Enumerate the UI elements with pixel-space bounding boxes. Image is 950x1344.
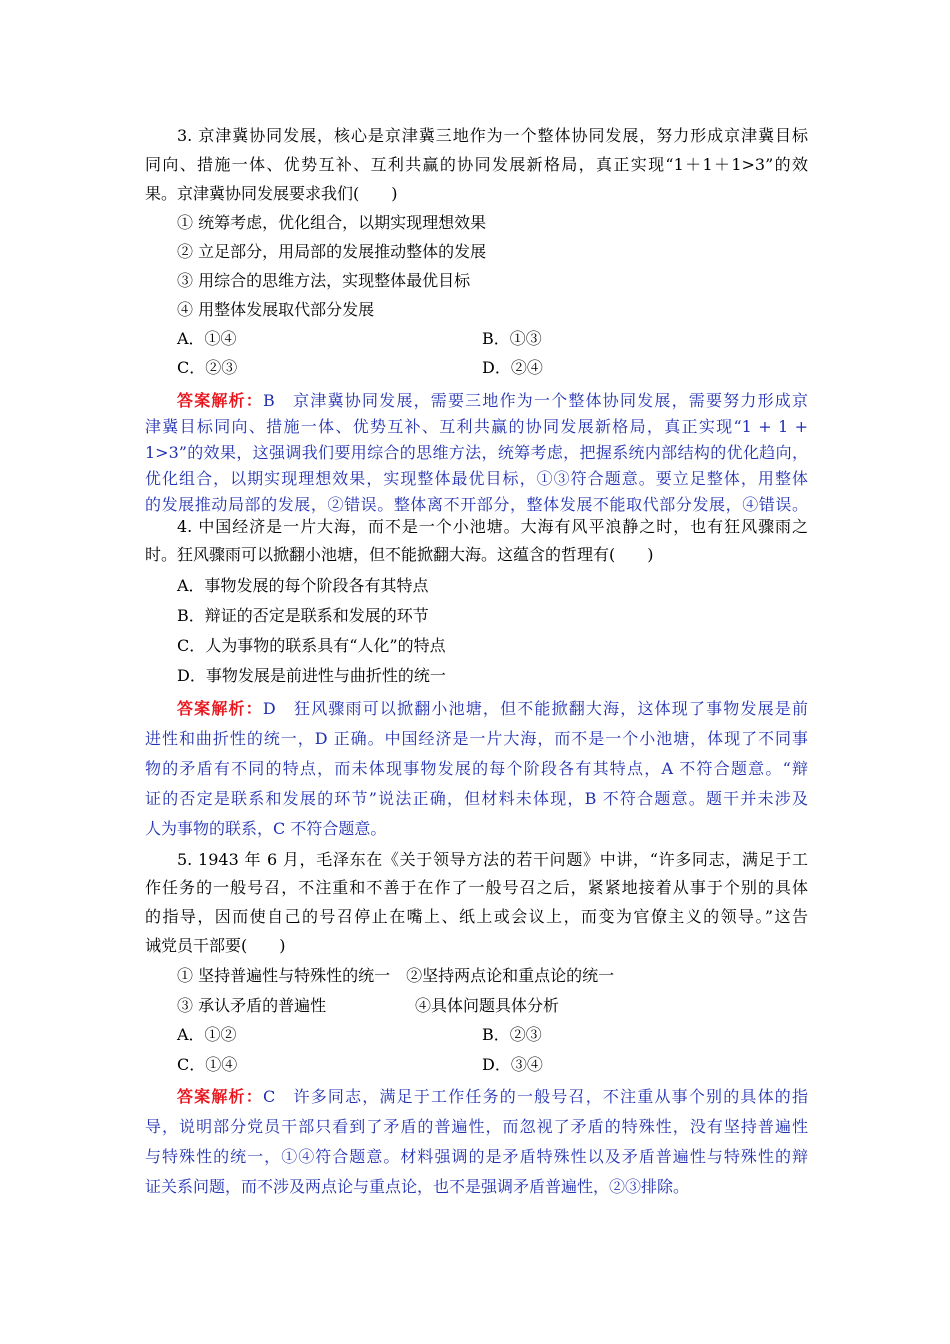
q5-stem-line-4: 诫党员干部要( ) [145,936,286,955]
q3-item-1: ① 统筹考虑，优化组合，以期实现理想效果 [177,213,487,232]
q5-option-b: B．②③ [482,1025,542,1044]
q4-answer-label: 答案解析： [177,699,263,718]
q4-answer-line-1 [145,697,808,721]
q3-option-d: D．②④ [482,358,543,377]
q4-stem-line-1: 4. 中国经济是一片大海，而不是一个小池塘。大海有风平浪静之时，也有狂风骤雨之 [177,517,808,536]
q3-answer-line-5: 的发展推动局部的发展，②错误。整体离不开部分，整体发展不能取代部分发展，④错误。 [145,495,808,514]
q3-stem-line-2: 同向、措施一体、优势互补、互利共赢的协同发展新格局，真正实现“1＋1＋1>3”的效 [145,155,808,174]
q5-answer-label: 答案解析： [177,1087,263,1106]
q3-answer-line-4: 优化组合，以期实现理想效果，实现整体最优目标，①③符合题意。要立足整体，用整体 [145,469,808,488]
q3-option-a: A．①④ [177,329,237,348]
q3-stem-line-1: 3. 京津冀协同发展，核心是京津冀三地作为一个整体协同发展，努力形成京津冀目标 [177,126,808,145]
q5-answer-text: C 许多同志，满足于工作任务的一般号召，不注重从事个别的具体的指 [262,1087,808,1106]
q4-answer-text: D 狂风骤雨可以掀翻小池塘，但不能掀翻大海，这体现了事物发展是前 [262,699,808,718]
q4-option-d: D．事物发展是前进性与曲折性的统一 [177,666,446,685]
q4-option-a: A．事物发展的每个阶段各有其特点 [177,576,429,595]
q3-item-4: ④ 用整体发展取代部分发展 [177,300,375,319]
q5-item-row-2 [145,994,808,1018]
q4-answer-line-5: 人为事物的联系，C 不符合题意。 [145,819,387,838]
q5-answer-line-3: 与特殊性的统一，①④符合题意。材料强调的是矛盾特殊性以及矛盾普遍性与特殊性的辩 [145,1147,808,1166]
q3-options-row-2 [145,356,808,380]
q3-answer-line-2: 津冀目标同向、措施一体、优势互补、互利共赢的协同发展新格局，真正实现“1 + 1 + [145,417,808,436]
q3-stem-line-3: 果。京津冀协同发展要求我们( ) [145,184,398,203]
q5-options-row-1 [145,1023,808,1047]
q3-answer-line-1 [145,389,808,413]
q4-answer-line-4: 证的否定是联系和发展的环节”说法正确，但材料未体现，B 不符合题意。题干并未涉及 [145,789,808,808]
q5-answer-line-4: 证关系问题，而不涉及两点论与重点论，也不是强调矛盾普遍性，②③排除。 [145,1177,690,1196]
q3-item-3: ③ 用综合的思维方法，实现整体最优目标 [177,271,471,290]
q5-option-a: A．①② [177,1025,237,1044]
q3-answer-text: B 京津冀协同发展，需要三地作为一个整体协同发展，需要努力形成京 [263,391,808,410]
q3-option-c: C．②③ [177,358,238,377]
q5-stem-line-1: 5. 1943 年 6 月，毛泽东在《关于领导方法的若干问题》中讲，“许多同志，满足于工 [177,850,808,869]
q5-options-row-2 [145,1053,808,1077]
q4-option-c: C．人为事物的联系具有“人化”的特点 [177,636,446,655]
q3-answer-line-3: 1>3”的效果，这强调我们要用综合的思维方法，统筹考虑，把握系统内部结构的优化趋向， [145,443,808,462]
q5-option-c: C．①④ [177,1055,238,1074]
q3-answer-label: 答案解析： [177,391,264,410]
q5-item-3: ③ 承认矛盾的普遍性 [177,996,327,1015]
q5-option-d: D．③④ [482,1055,543,1074]
q5-stem-line-2: 作任务的一般号召，不注重和不善于在作了一般号召之后，紧紧地接着从事于个别的具体 [145,878,808,897]
q5-item-4: ④具体问题具体分析 [415,996,560,1015]
q5-stem-line-3: 的指导，因而使自己的号召停止在嘴上、纸上或会议上，而变为官僚主义的领导。”这告 [145,907,808,926]
q5-answer-line-2: 导，说明部分党员干部只看到了矛盾的普遍性，而忽视了矛盾的特殊性，没有坚持普遍性 [145,1117,808,1136]
q3-item-2: ② 立足部分，用局部的发展推动整体的发展 [177,242,487,261]
q3-option-b: B．①③ [482,329,542,348]
q4-answer-line-3: 物的矛盾有不同的特点，而未体现事物发展的每个阶段各有其特点，A 不符合题意。“辩 [145,759,808,778]
q5-answer-line-1 [145,1085,808,1109]
q4-option-b: B．辩证的否定是联系和发展的环节 [177,606,429,625]
q3-options-row-1 [145,327,808,351]
q4-stem-line-2: 时。狂风骤雨可以掀翻小池塘，但不能掀翻大海。这蕴含的哲理有( ) [145,545,654,564]
q4-answer-line-2: 进性和曲折性的统一，D 正确。中国经济是一片大海，而不是一个小池塘，体现了不同事 [145,729,808,748]
q5-item-row-1: ① 坚持普遍性与特殊性的统一 ②坚持两点论和重点论的统一 [177,966,615,985]
